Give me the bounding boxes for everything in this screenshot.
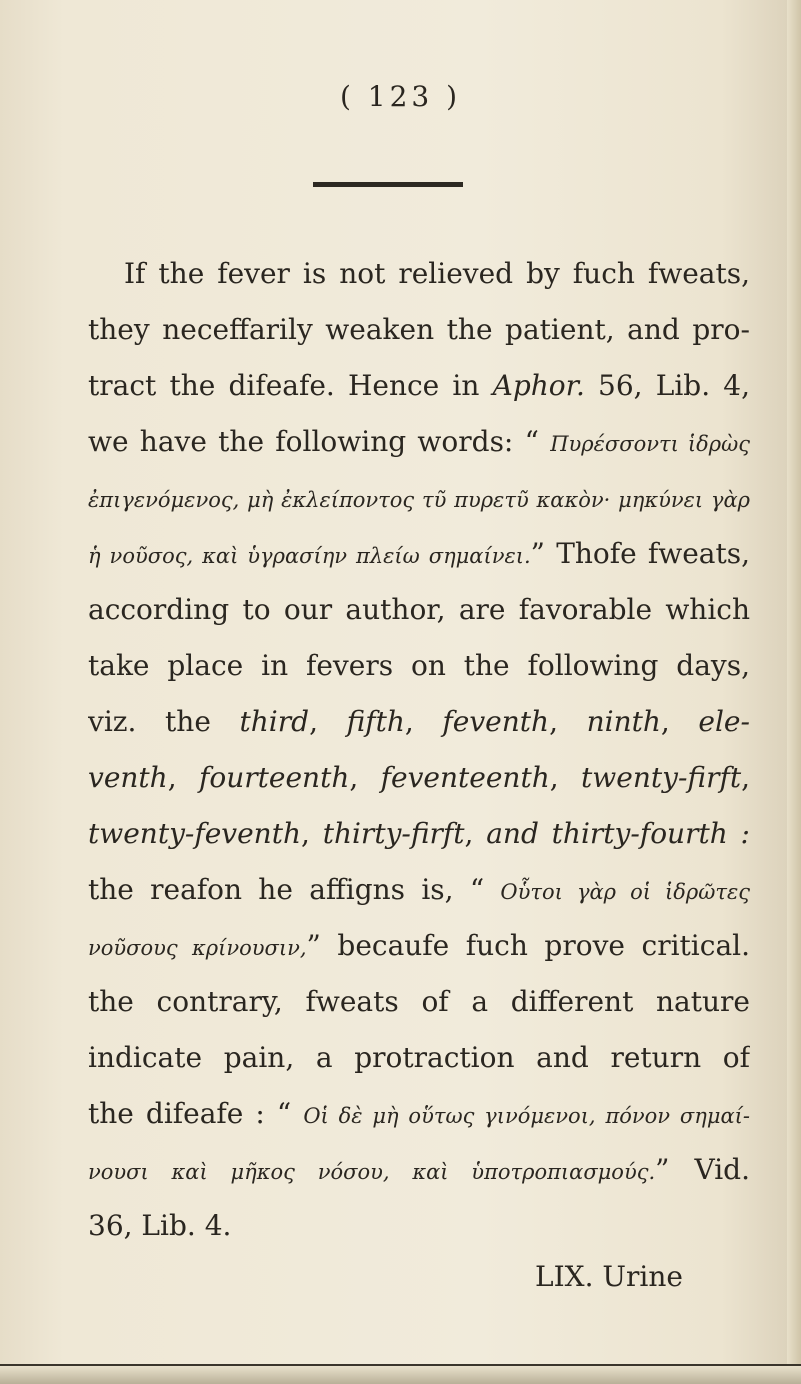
text-span: , xyxy=(464,817,487,850)
text-line xyxy=(88,358,750,414)
text-span: viz. the xyxy=(88,705,240,738)
greek-quote: ἐπιγενόμενος, μὴ ἐκλείποντος τῦ πυρετῦ κακὸν· μηκύνει γὰρ xyxy=(88,488,750,512)
text-span: tract the difeafe. Hence in xyxy=(88,369,493,402)
text-span: 36, Lib. 4. xyxy=(88,1209,232,1242)
italic-text: fifth xyxy=(346,705,405,738)
text-span: 56, Lib. 4, xyxy=(584,369,750,402)
text-line xyxy=(88,1030,750,1086)
italic-text: thirty-firft xyxy=(322,817,465,850)
italic-text: third xyxy=(239,705,310,738)
italic-text: and xyxy=(486,817,539,850)
italic-text: ele- xyxy=(698,705,750,738)
page-number: ( 123 ) xyxy=(339,80,462,113)
greek-quote: νοῦσους κρίνουσιν, xyxy=(88,936,307,960)
text-span: , xyxy=(167,761,200,794)
text-line xyxy=(88,470,750,526)
greek-quote: Πυρέσσοντι ἱδρὼς xyxy=(550,432,750,456)
text-span: ” becaufe fuch prove critical. xyxy=(306,929,750,962)
text-span: , xyxy=(404,705,443,738)
text-line xyxy=(88,806,750,862)
page-edge-bottom xyxy=(0,1364,801,1384)
text-span: , xyxy=(309,705,347,738)
text-line xyxy=(88,526,750,582)
text-span: , xyxy=(549,705,587,738)
italic-text: feventh xyxy=(442,705,550,738)
text-line xyxy=(88,638,750,694)
italic-text: Aphor. xyxy=(492,369,585,402)
text-span: the reafon he affigns is, “ xyxy=(88,873,501,906)
text-span: If the fever is not relieved by fuch fweats, xyxy=(124,257,750,290)
text-line xyxy=(88,302,750,358)
text-line xyxy=(88,414,750,470)
text-line xyxy=(88,1198,750,1254)
italic-text: twenty-feventh xyxy=(88,817,301,850)
text-span: ” Thofe fweats, xyxy=(530,537,750,570)
text-span xyxy=(539,817,552,850)
text-span: we have the following words: “ xyxy=(88,425,551,458)
body-text xyxy=(88,246,750,1254)
italic-text: feventeenth xyxy=(380,761,550,794)
text-span: they neceffarily weaken the patient, and pro- xyxy=(88,313,750,346)
text-line xyxy=(88,918,750,974)
text-span: ” Vid. xyxy=(655,1153,750,1186)
text-span: take place in fevers on the following days, xyxy=(88,649,750,682)
greek-quote: νουσι καὶ μῆκος νόσου, καὶ ὑποτροπιασμούς. xyxy=(88,1160,656,1184)
text-span: according to our author, are favorable which xyxy=(88,593,750,626)
text-span: the contrary, fweats of a different nature xyxy=(88,985,750,1018)
text-line xyxy=(88,1086,750,1142)
text-line xyxy=(88,862,750,918)
text-line xyxy=(88,694,750,750)
text-span: , xyxy=(349,761,381,794)
catchword: LIX. Urine xyxy=(535,1260,683,1293)
italic-text: twenty-firft xyxy=(581,761,742,794)
text-line xyxy=(88,974,750,1030)
text-line xyxy=(88,582,750,638)
text-line xyxy=(88,750,750,806)
greek-quote: Οὗτοι γὰρ οἱ ἱδρῶτες xyxy=(500,880,750,904)
text-span: indicate pain, a protraction and return of xyxy=(88,1041,750,1074)
text-span: , xyxy=(549,761,582,794)
text-span: the difeafe : “ xyxy=(88,1097,304,1130)
text-span: , xyxy=(660,705,699,738)
greek-quote: Οἱ δὲ μὴ οὕτως γινόμενοι, πόνον σημαί- xyxy=(303,1104,750,1128)
page-edge-right xyxy=(787,0,801,1384)
text-span: , xyxy=(301,817,323,850)
greek-quote: ἡ νοῦσος, καὶ ὑγρασίην πλείω σημαίνει. xyxy=(88,544,531,568)
text-line xyxy=(88,1142,750,1198)
italic-text: fourteenth xyxy=(199,761,350,794)
text-line xyxy=(88,246,750,302)
italic-text: venth xyxy=(88,761,168,794)
italic-text: ninth xyxy=(586,705,661,738)
text-span: , xyxy=(741,761,750,794)
header-rule xyxy=(313,182,463,187)
italic-text: thirty-fourth : xyxy=(551,817,750,850)
